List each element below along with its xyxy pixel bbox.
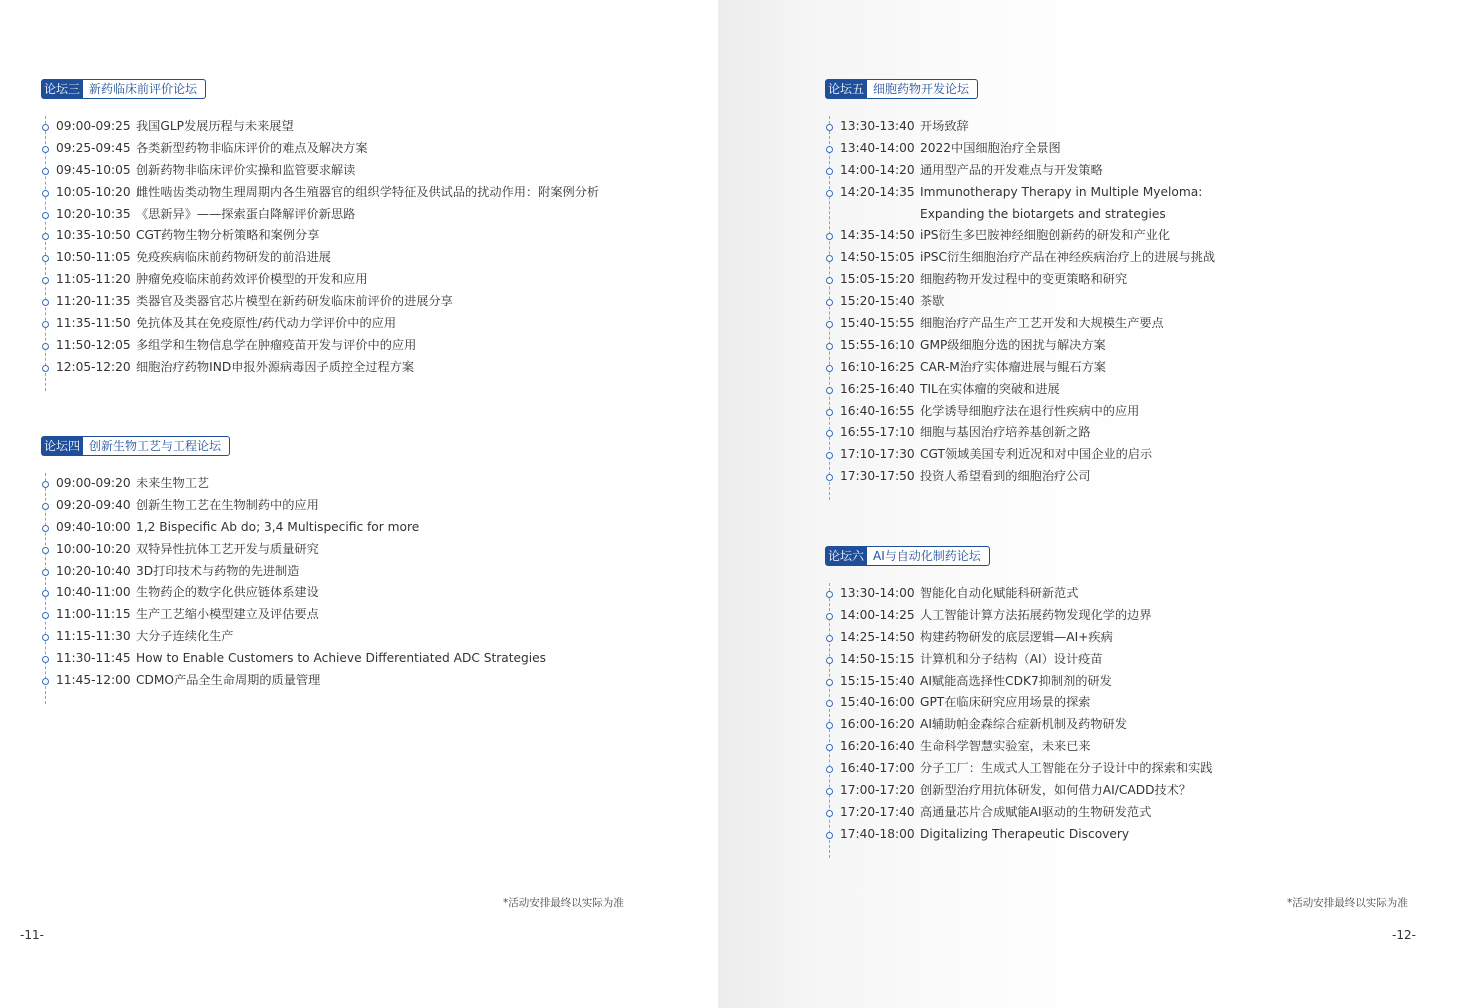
session-topic: 分子工厂：生成式人工智能在分子设计中的探索和实践 bbox=[920, 761, 1213, 776]
session-time: 11:35-11:50 bbox=[56, 316, 131, 331]
timeline-dot-icon bbox=[826, 832, 833, 839]
forum-tag: 论坛三 bbox=[42, 80, 83, 98]
timeline-dot-icon bbox=[826, 365, 833, 372]
session-time: 16:10-16:25 bbox=[840, 359, 915, 374]
session-topic: 《思新异》——探索蛋白降解评价新思路 bbox=[136, 206, 356, 221]
session-time: 09:25-09:45 bbox=[56, 140, 131, 155]
session-time: 11:15-11:30 bbox=[56, 629, 131, 644]
session-time: 09:40-10:00 bbox=[56, 519, 131, 534]
session-topic: TIL在实体瘤的突破和进展 bbox=[920, 381, 1060, 396]
timeline-dot-icon bbox=[826, 233, 833, 240]
session-time: 15:20-15:40 bbox=[840, 294, 915, 309]
timeline-dot-icon bbox=[826, 700, 833, 707]
timeline-dot-icon bbox=[826, 146, 833, 153]
timeline-dot-icon bbox=[826, 679, 833, 686]
session-topic: How to Enable Customers to Achieve Differentiated ADC Strategies bbox=[136, 651, 547, 666]
session-topic: 肿瘤免疫临床前药效评价模型的开发和应用 bbox=[136, 272, 368, 287]
timeline-dot-icon bbox=[826, 810, 833, 817]
forum-title-badge bbox=[41, 79, 206, 99]
session-topic: 构建药物研发的底层逻辑—AI+疾病 bbox=[920, 629, 1113, 644]
session-topic: 计算机和分子结构（AI）设计疫苗 bbox=[920, 651, 1103, 666]
session-topic: CAR-M治疗实体瘤进展与鲲石方案 bbox=[920, 359, 1106, 374]
session-time: 10:20-10:40 bbox=[56, 563, 131, 578]
session-time: 13:30-13:40 bbox=[840, 119, 915, 133]
session-time: 16:25-16:40 bbox=[840, 381, 915, 396]
session-topic: Immunotherapy Therapy in Multiple Myeloma: bbox=[920, 184, 1203, 199]
timeline-dot-icon bbox=[42, 365, 49, 372]
timeline-dot-icon bbox=[42, 634, 49, 641]
session-topic: 2022中国细胞治疗全景图 bbox=[920, 140, 1061, 155]
session-topic: 创新生物工艺在生物制药中的应用 bbox=[136, 497, 319, 512]
timeline-dot-icon bbox=[826, 299, 833, 306]
session-topic: GMP级细胞分选的困扰与解决方案 bbox=[920, 337, 1106, 352]
session-topic: CGT领域美国专利近况和对中国企业的启示 bbox=[920, 447, 1153, 462]
session-topic: GPT在临床研究应用场景的探索 bbox=[920, 695, 1091, 710]
timeline-dot-icon bbox=[826, 387, 833, 394]
session-time: 09:45-10:05 bbox=[56, 162, 131, 177]
session-time: 15:55-16:10 bbox=[840, 337, 915, 352]
note-asterisk: * bbox=[503, 897, 509, 909]
session-topic: 多组学和生物信息学在肿瘤疫苗开发与评价中的应用 bbox=[136, 337, 417, 352]
session-topic: CGT药物生物分析策略和案例分享 bbox=[136, 228, 320, 243]
forum-title-badge bbox=[825, 546, 990, 566]
timeline-dot-icon bbox=[826, 788, 833, 795]
note-text: 活动安排最终以实际为准 bbox=[1292, 897, 1408, 909]
session-topic: 细胞与基因治疗培养基创新之路 bbox=[920, 425, 1091, 440]
timeline-dot-icon bbox=[826, 124, 833, 131]
note-asterisk: * bbox=[1287, 897, 1293, 909]
session-time: 14:25-14:50 bbox=[840, 629, 915, 644]
timeline-dot-icon bbox=[826, 766, 833, 773]
forum-title: 创新生物工艺与工程论坛 bbox=[89, 439, 222, 453]
timeline-dot-icon bbox=[826, 635, 833, 642]
timeline-dot-icon bbox=[42, 343, 49, 350]
timeline-dot-icon bbox=[42, 124, 49, 131]
timeline-dot-icon bbox=[826, 168, 833, 175]
disclaimer-note bbox=[1287, 895, 1408, 910]
session-time: 14:20-14:35 bbox=[840, 184, 915, 199]
session-time: 15:15-15:40 bbox=[840, 673, 915, 688]
timeline-dot-icon bbox=[42, 481, 49, 488]
timeline-dot-icon bbox=[826, 591, 833, 598]
session-topic: 雌性啮齿类动物生理周期内各生殖器官的组织学特征及供试品的扰动作用：附案例分析 bbox=[136, 184, 600, 199]
session-topic: AI赋能高选择性CDK7抑制剂的研发 bbox=[920, 673, 1112, 688]
session-time: 14:50-15:15 bbox=[840, 651, 915, 666]
disclaimer-note bbox=[503, 895, 624, 910]
timeline-dot-icon bbox=[826, 722, 833, 729]
session-topic: 创新药物非临床评价实操和监管要求解读 bbox=[136, 162, 356, 177]
timeline-dot-icon bbox=[42, 678, 49, 685]
session-topic: 生命科学智慧实验室，未来已来 bbox=[920, 739, 1091, 754]
session-time: 14:35-14:50 bbox=[840, 228, 915, 243]
session-time: 10:05-10:20 bbox=[56, 184, 131, 199]
session-topic: 高通量芯片合成赋能AI驱动的生物研发范式 bbox=[920, 804, 1152, 819]
right-page bbox=[718, 0, 1474, 1008]
session-time: 10:50-11:05 bbox=[56, 250, 131, 265]
session-time: 15:40-16:00 bbox=[840, 695, 915, 710]
forum-title-badge bbox=[41, 436, 230, 456]
forum-title: AI与自动化制药论坛 bbox=[873, 549, 981, 563]
session-time: 16:20-16:40 bbox=[840, 739, 915, 754]
session-topic-line2: Expanding the biotargets and strategies bbox=[920, 206, 1166, 221]
session-time: 11:05-11:20 bbox=[56, 272, 131, 287]
timeline-dot-icon bbox=[42, 277, 49, 284]
session-time: 13:40-14:00 bbox=[840, 140, 915, 155]
left-page bbox=[0, 0, 718, 1008]
timeline-dot-icon bbox=[42, 656, 49, 663]
session-time: 11:50-12:05 bbox=[56, 337, 131, 352]
timeline-dot-icon bbox=[826, 744, 833, 751]
timeline-dot-icon bbox=[42, 299, 49, 306]
page-number: -11- bbox=[20, 928, 44, 942]
session-topic: 各类新型药物非临床评价的难点及解决方案 bbox=[136, 140, 368, 155]
session-time: 16:40-17:00 bbox=[840, 761, 915, 776]
session-topic: 茶歇 bbox=[920, 294, 945, 309]
session-topic: 化学诱导细胞疗法在退行性疾病中的应用 bbox=[920, 403, 1140, 418]
timeline-dot-icon bbox=[826, 613, 833, 620]
session-time: 10:20-10:35 bbox=[56, 206, 131, 221]
session-topic: iPSC衍生细胞治疗产品在神经疾病治疗上的进展与挑战 bbox=[920, 250, 1216, 265]
session-topic: 未来生物工艺 bbox=[136, 476, 210, 490]
session-topic: Digitalizing Therapeutic Discovery bbox=[920, 826, 1130, 841]
session-topic: 人工智能计算方法拓展药物发现化学的边界 bbox=[920, 607, 1152, 622]
timeline-dot-icon bbox=[42, 255, 49, 262]
timeline-dot-icon bbox=[826, 343, 833, 350]
session-time: 13:30-14:00 bbox=[840, 586, 915, 600]
timeline-dot-icon bbox=[826, 657, 833, 664]
session-topic: 生产工艺缩小模型建立及评估要点 bbox=[136, 607, 319, 622]
timeline-dot-icon bbox=[826, 277, 833, 284]
timeline-dot-icon bbox=[42, 233, 49, 240]
timeline-dot-icon bbox=[42, 547, 49, 554]
session-topic: 智能化自动化赋能科研新范式 bbox=[920, 586, 1079, 600]
page-number: -12- bbox=[1392, 928, 1416, 942]
session-time: 17:00-17:20 bbox=[840, 783, 915, 798]
session-time: 14:00-14:20 bbox=[840, 162, 915, 177]
session-topic: 生物药企的数字化供应链体系建设 bbox=[136, 585, 319, 600]
session-topic: 免疫疾病临床前药物研发的前沿进展 bbox=[136, 250, 331, 265]
timeline-dot-icon bbox=[42, 168, 49, 175]
session-topic: 双特异性抗体工艺开发与质量研究 bbox=[136, 541, 319, 556]
session-time: 14:50-15:05 bbox=[840, 250, 915, 265]
forum-title: 细胞药物开发论坛 bbox=[873, 82, 970, 96]
session-time: 16:55-17:10 bbox=[840, 425, 915, 440]
session-topic: 大分子连续化生产 bbox=[136, 629, 234, 644]
timeline-dot-icon bbox=[826, 255, 833, 262]
session-time: 09:00-09:25 bbox=[56, 119, 131, 133]
session-topic: 1,2 Bispecific Ab do; 3,4 Multispecific for more bbox=[136, 519, 420, 534]
session-time: 15:40-15:55 bbox=[840, 316, 915, 331]
timeline-dot-icon bbox=[826, 321, 833, 328]
forum-title: 新药临床前评价论坛 bbox=[89, 82, 198, 96]
forum-title-badge bbox=[825, 79, 978, 99]
forum-tag: 论坛四 bbox=[42, 437, 83, 455]
session-topic: 我国GLP发展历程与未来展望 bbox=[136, 119, 294, 133]
session-time: 14:00-14:25 bbox=[840, 607, 915, 622]
session-time: 17:10-17:30 bbox=[840, 447, 915, 462]
timeline-dot-icon bbox=[42, 212, 49, 219]
note-text: 活动安排最终以实际为准 bbox=[508, 897, 624, 909]
session-topic: AI辅助帕金森综合症新机制及药物研发 bbox=[920, 717, 1127, 732]
session-time: 11:00-11:15 bbox=[56, 607, 131, 622]
session-time: 11:20-11:35 bbox=[56, 294, 131, 309]
timeline-dot-icon bbox=[42, 612, 49, 619]
timeline-dot-icon bbox=[42, 503, 49, 510]
session-topic: 创新型治疗用抗体研发，如何借力AI/CADD技术？ bbox=[920, 783, 1192, 798]
session-topic: 细胞药物开发过程中的变更策略和研究 bbox=[920, 272, 1128, 287]
session-topic: 细胞治疗产品生产工艺开发和大规模生产要点 bbox=[920, 316, 1164, 331]
session-topic: CDMO产品全生命周期的质量管理 bbox=[136, 673, 321, 688]
session-topic: 投资人希望看到的细胞治疗公司 bbox=[920, 469, 1091, 484]
session-time: 15:05-15:20 bbox=[840, 272, 915, 287]
session-time: 11:30-11:45 bbox=[56, 651, 131, 666]
timeline-dot-icon bbox=[826, 474, 833, 481]
session-time: 17:40-18:00 bbox=[840, 826, 915, 841]
session-time: 10:00-10:20 bbox=[56, 541, 131, 556]
session-topic: iPS衍生多巴胺神经细胞创新药的研发和产业化 bbox=[920, 228, 1171, 243]
session-time: 09:00-09:20 bbox=[56, 476, 131, 490]
session-topic: 免抗体及其在免疫原性/药代动力学评价中的应用 bbox=[136, 316, 397, 331]
session-time: 10:35-10:50 bbox=[56, 228, 131, 243]
timeline-dot-icon bbox=[42, 321, 49, 328]
session-topic: 通用型产品的开发难点与开发策略 bbox=[920, 162, 1103, 177]
timeline-dot-icon bbox=[826, 190, 833, 197]
session-time: 16:40-16:55 bbox=[840, 403, 915, 418]
timeline-dot-icon bbox=[826, 452, 833, 459]
timeline-dot-icon bbox=[826, 409, 833, 416]
session-time: 17:30-17:50 bbox=[840, 469, 915, 484]
session-topic: 类器官及类器官芯片模型在新药研发临床前评价的进展分享 bbox=[136, 294, 453, 309]
timeline-dot-icon bbox=[42, 146, 49, 153]
session-time: 17:20-17:40 bbox=[840, 804, 915, 819]
session-time: 16:00-16:20 bbox=[840, 717, 915, 732]
session-topic: 开场致辞 bbox=[920, 119, 969, 133]
session-time: 11:45-12:00 bbox=[56, 673, 131, 688]
timeline-dot-icon bbox=[42, 525, 49, 532]
session-topic: 3D打印技术与药物的先进制造 bbox=[136, 563, 300, 578]
timeline-dot-icon bbox=[826, 430, 833, 437]
session-time: 09:20-09:40 bbox=[56, 497, 131, 512]
forum-tag: 论坛六 bbox=[826, 547, 867, 565]
forum-tag: 论坛五 bbox=[826, 80, 867, 98]
session-time: 10:40-11:00 bbox=[56, 585, 131, 600]
timeline-dot-icon bbox=[42, 190, 49, 197]
session-topic: 细胞治疗药物IND申报外源病毒因子质控全过程方案 bbox=[136, 359, 415, 374]
timeline-dot-icon bbox=[42, 569, 49, 576]
timeline-dot-icon bbox=[42, 590, 49, 597]
session-time: 12:05-12:20 bbox=[56, 359, 131, 374]
